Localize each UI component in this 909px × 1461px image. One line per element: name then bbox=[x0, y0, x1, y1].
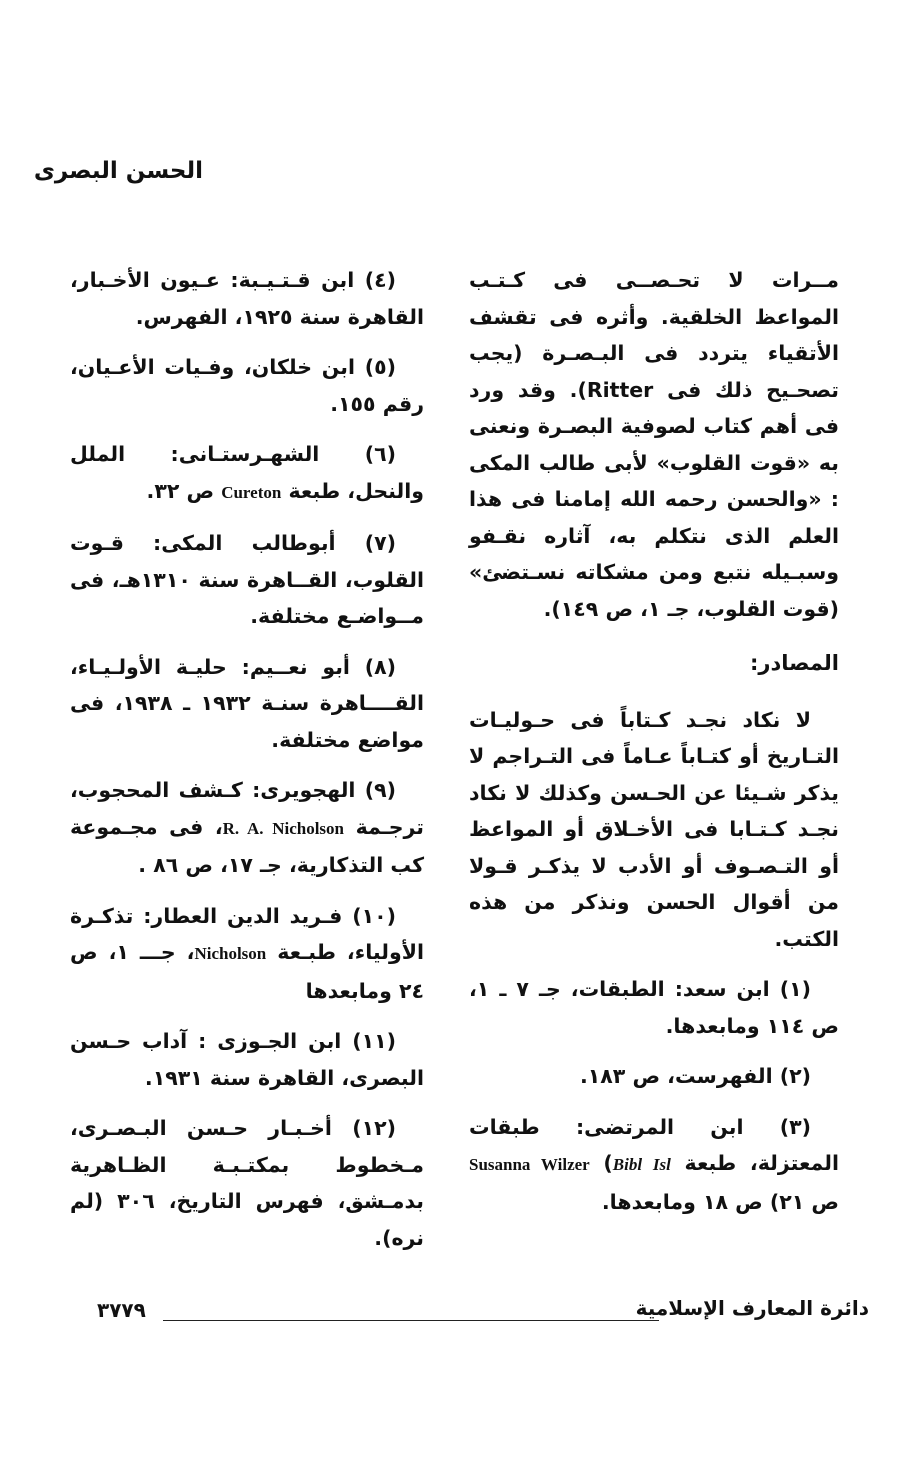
source-entry-text: (٤) ابن قـتـيـبة: عـيون الأخـبار، القاهرة سنة ١٩٢٥، الفهرس. bbox=[70, 268, 424, 329]
latin-name: R. A. Nicholson bbox=[222, 818, 344, 838]
source-entry-3 bbox=[469, 1109, 839, 1221]
sources-paragraph: لا نكاد نجـد كـتاباً فى حـوليـات التـاريخ أو كتـاباً عـاماً فى التـراجم لا يذكر شـيئا عن الحـسن وكذلك لا نكاد نجـد كـتـابا فى الأخـلاق أو المواعظ أو التـصـوف أو الأدب لا يذكـر قـولا من أقوال الحسن ونذكر من هذه الكتب. bbox=[469, 707, 839, 951]
latin-name: Susanna Wilzer bbox=[469, 1155, 590, 1174]
sources-heading: المصادر: bbox=[749, 651, 839, 675]
source-entry-text: (١١) ابن الجـوزى : آداب حـسن البصرى، القاهرة سنة ١٩٣١. bbox=[70, 1029, 424, 1090]
source-entry-text: (٦) الشهـرستـانى: الملل والنحل، طبعة bbox=[70, 442, 424, 503]
page-footer bbox=[69, 1296, 869, 1328]
source-entry-text: (١٠) فـريد الدين العطار: تذكـرة الأولياء، طبـعة bbox=[70, 903, 424, 964]
source-entry-text: (٧) أبوطالب المكى: قـوت القلوب، القــاهرة سنة ١٣١٠هـ، فى مــواضـع مختلفة. bbox=[70, 531, 425, 628]
source-entry-text: ص ٣٢. bbox=[146, 478, 222, 503]
source-entry-4 bbox=[70, 262, 424, 335]
latin-name: Cureton bbox=[221, 482, 282, 502]
source-entry-12 bbox=[70, 1110, 424, 1256]
source-entry-1 bbox=[469, 971, 839, 1044]
intro-paragraph: مــرات لا تحـصــى فى كـتـب المواعظ الخلقية. وأثره فى تقشف الأتقياء يتردد فى البـصـرة (يجب تصحـيح ذلك فى Ritter). وقد ورد فى أهم كتاب لصوفية البصـرة ونعنى به «قوت القلوب» لأبى طالب المكى : «والحسن رحمه الله إمامنا فى هذا العلم الذى نتكلم به، آثاره نقـفو وسبـيله نتبع ومن مشكاته نسـتضئ» (قوت القلوب، جـ ١، ص ١٤٩). bbox=[469, 268, 839, 621]
source-entry-text: ( bbox=[589, 1151, 613, 1175]
page-number: ٣٧٧٩ bbox=[97, 1298, 146, 1322]
source-entry-text: (٥) ابن خلكان، وفـيات الأعـيان، رقم ١٥٥. bbox=[70, 355, 424, 416]
source-entry-text: (٩) الهجويرى: كـشف المحجوب، ترجـمة bbox=[70, 778, 424, 839]
source-entry-text: (٣) ابن المرتضى: طبقات المعتزلة، طبعة bbox=[469, 1114, 840, 1175]
source-entry-7 bbox=[70, 525, 424, 635]
source-entry-text: (٢) الفهرست، ص ١٨٣. bbox=[579, 1064, 811, 1088]
source-entry-text: (١) ابن سعد: الطبقات، جـ ٧ ـ ١، ص ١١٤ ومابعدها. bbox=[469, 977, 839, 1038]
source-entry-text: ، جـــ ١، ص ٢٤ ومابعدها bbox=[70, 940, 424, 1003]
source-entry-10 bbox=[70, 898, 424, 1010]
running-title: الحسن البصرى bbox=[33, 158, 203, 184]
source-entry-text: (٨) أبو نعــيم: حليـة الأولـيـاء، القــــاهرة سنـة ١٩٣٢ ـ ١٩٣٨، فى مواضع مختلفة. bbox=[70, 654, 425, 752]
source-entry-text: (١٢) أخـبـار حـسن البـصـرى، مـخطوط بمكتـبـة الظـاهرية بدمـشق، فهرس التاريخ، ٣٠٦ (لم نره). bbox=[70, 1116, 425, 1250]
source-entry-9 bbox=[70, 772, 424, 884]
source-entry-text: ص ٢١) ص ١٨ ومابعدها. bbox=[601, 1189, 839, 1214]
journal-name: دائرة المعارف الإسلامية bbox=[635, 1296, 869, 1320]
right-column bbox=[469, 262, 839, 1234]
left-column bbox=[70, 262, 424, 1270]
source-entry-5 bbox=[70, 349, 424, 422]
source-entry-text: ، فى مجـموعة كب التذكارية، جـ ١٧، ص ٨٦ . bbox=[70, 814, 424, 877]
latin-name: Nicholson bbox=[194, 944, 267, 963]
source-entry-11 bbox=[70, 1023, 424, 1096]
source-entry-2 bbox=[469, 1058, 839, 1095]
source-entry-6 bbox=[70, 436, 424, 511]
source-entry-8 bbox=[70, 649, 424, 759]
latin-journal: Bibl Isl bbox=[612, 1155, 671, 1174]
footer-rule bbox=[163, 1320, 659, 1321]
